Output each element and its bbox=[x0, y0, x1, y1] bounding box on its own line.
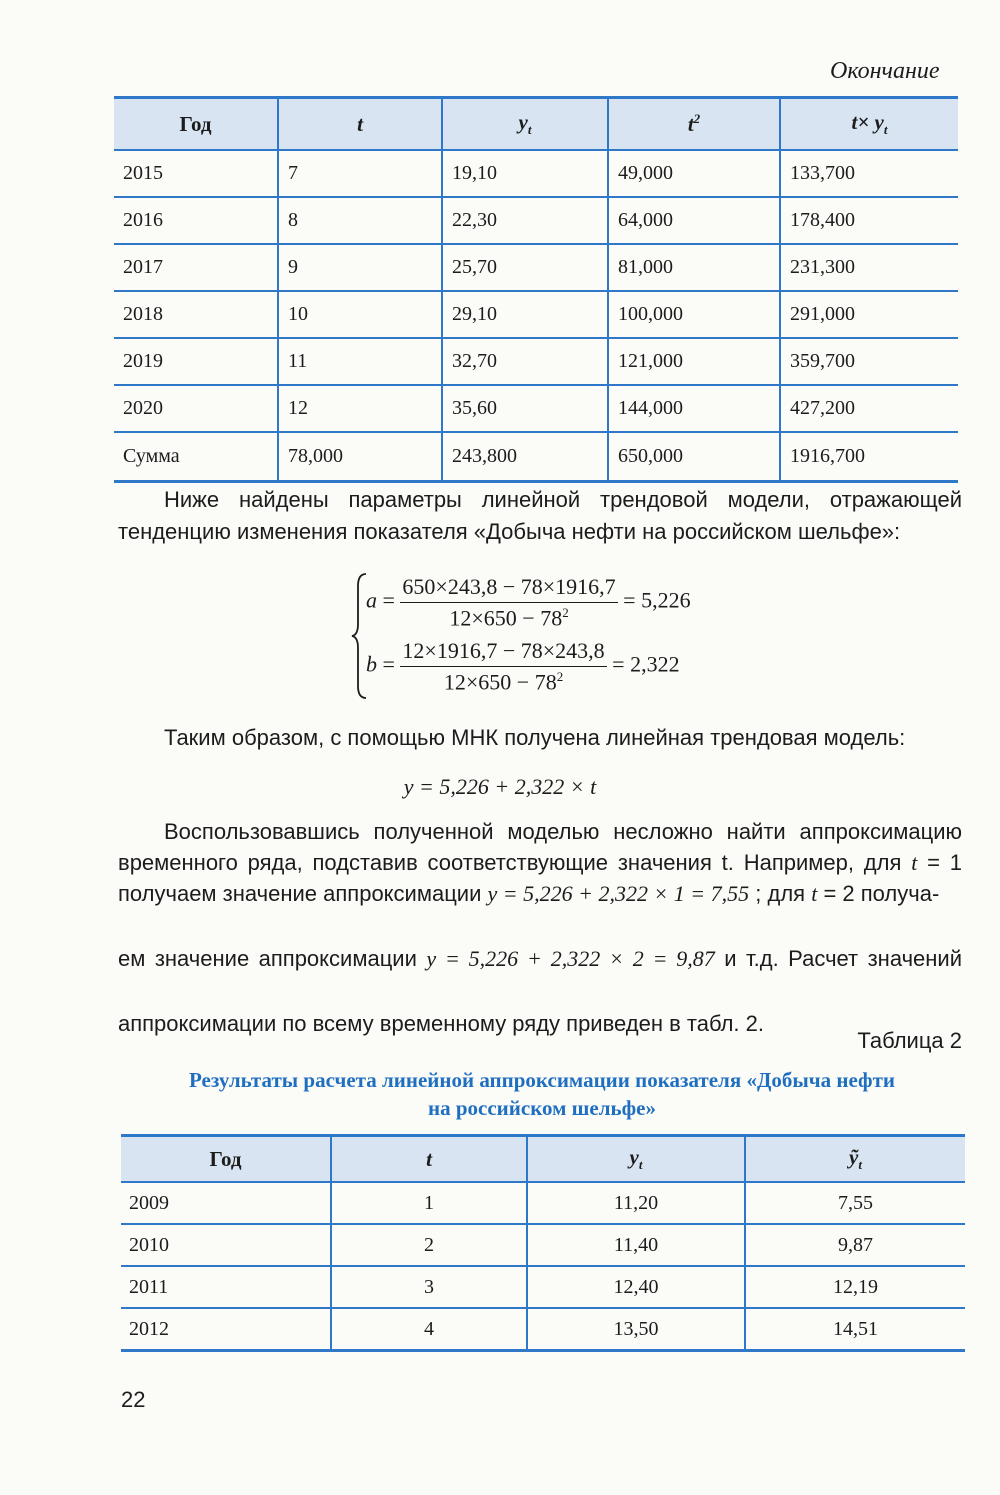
variable-t: t bbox=[811, 881, 818, 906]
table-cell: 133,700 bbox=[780, 150, 958, 197]
header-superscript: 2 bbox=[693, 111, 701, 126]
table-cell: 359,700 bbox=[780, 338, 958, 385]
table-cell: 32,70 bbox=[442, 338, 608, 385]
header-label: y bbox=[629, 1144, 639, 1169]
data-table-2 bbox=[121, 1134, 965, 1352]
header-label: t bbox=[357, 111, 363, 136]
header-label: y bbox=[518, 109, 528, 134]
text-fragment: ем значение аппроксимации bbox=[118, 946, 427, 971]
table-cell: 35,60 bbox=[442, 385, 608, 432]
table-cell: 178,400 bbox=[780, 197, 958, 244]
table-cell: 12,40 bbox=[527, 1266, 745, 1308]
denominator-b-text: 12×650 − 78 bbox=[443, 669, 557, 695]
table-cell: 650,000 bbox=[608, 432, 780, 482]
table-cell: 9,87 bbox=[745, 1224, 965, 1266]
table-cell: 291,000 bbox=[780, 291, 958, 338]
table-row bbox=[114, 432, 958, 482]
table-cell: 427,200 bbox=[780, 385, 958, 432]
paragraph-model bbox=[118, 722, 962, 754]
text-fragment: = 1 получаем значение аппроксимации bbox=[118, 850, 963, 906]
denominator-a bbox=[400, 603, 617, 631]
table-cell: 2009 bbox=[121, 1182, 331, 1224]
paragraph-text: Ниже найдены параметры линейной трендовой модели, отражающей тенденцию изменения показателя «Добыча нефти на российском шельфе»: bbox=[118, 487, 962, 544]
table-cell: 81,000 bbox=[608, 244, 780, 291]
text-fragment: = 2 получа- bbox=[817, 881, 940, 906]
header-cell bbox=[278, 98, 442, 151]
table-row bbox=[121, 1266, 965, 1308]
paragraph-line bbox=[118, 943, 962, 974]
table-label: Таблица 2 bbox=[857, 1028, 962, 1053]
header-label: Год bbox=[179, 111, 212, 136]
table-cell: 2012 bbox=[121, 1308, 331, 1351]
header-label: t× y bbox=[851, 109, 884, 134]
variable-a: a bbox=[366, 587, 377, 613]
table-header-row bbox=[114, 98, 958, 151]
table-cell: 78,000 bbox=[278, 432, 442, 482]
paragraph-text bbox=[118, 816, 962, 909]
table-cell: 2010 bbox=[121, 1224, 331, 1266]
table-title bbox=[120, 1066, 964, 1122]
fraction-b bbox=[400, 638, 606, 695]
table-cell: 2018 bbox=[114, 291, 278, 338]
variable-t: t bbox=[911, 850, 918, 875]
table-cell: 4 bbox=[331, 1308, 527, 1351]
table-cell: 100,000 bbox=[608, 291, 780, 338]
table-cell: 231,300 bbox=[780, 244, 958, 291]
table-row bbox=[114, 385, 958, 432]
table-cell: 12,19 bbox=[745, 1266, 965, 1308]
header-cell bbox=[121, 1136, 331, 1183]
table-cell: 7,55 bbox=[745, 1182, 965, 1224]
formula-inline-1: y = 5,226 + 2,322 × 1 = 7,55 bbox=[487, 881, 750, 906]
table-cell: 7 bbox=[278, 150, 442, 197]
header-label: Год bbox=[209, 1146, 242, 1171]
header-subscript: t bbox=[883, 122, 888, 138]
header-cell bbox=[780, 98, 958, 151]
table-cell: 11 bbox=[278, 338, 442, 385]
table-row bbox=[114, 244, 958, 291]
table-cell: 49,000 bbox=[608, 150, 780, 197]
numerator-a: 650×243,8 − 78×1916,7 bbox=[400, 574, 617, 603]
table-cell: 11,20 bbox=[527, 1182, 745, 1224]
paragraph-line: аппроксимации по всему временному ряду приведен в табл. 2. bbox=[118, 1011, 765, 1036]
table-cell: 1916,700 bbox=[780, 432, 958, 482]
exponent: 2 bbox=[556, 669, 564, 684]
page-number: 22 bbox=[121, 1387, 146, 1412]
table-cell: 10 bbox=[278, 291, 442, 338]
table-cell: 2016 bbox=[114, 197, 278, 244]
table-cell: 11,40 bbox=[527, 1224, 745, 1266]
table-cell: 2011 bbox=[121, 1266, 331, 1308]
table-cell: 22,30 bbox=[442, 197, 608, 244]
table-cell: 1 bbox=[331, 1182, 527, 1224]
fraction-a bbox=[400, 574, 617, 631]
result-a: = 5,226 bbox=[623, 587, 691, 613]
header-cell bbox=[608, 98, 780, 151]
table-cell: 3 bbox=[331, 1266, 527, 1308]
denominator-b bbox=[400, 667, 606, 695]
equation-a: a = $\frac{650\times 243,8 - 78\times 1916,7}{12\times 650 - 78^2}$ = 5,226 bbox=[366, 574, 691, 631]
header-subscript: t bbox=[527, 122, 532, 138]
header-cell bbox=[442, 98, 608, 151]
table-row bbox=[114, 291, 958, 338]
header-label: t bbox=[426, 1146, 432, 1171]
header-cell bbox=[527, 1136, 745, 1183]
table-cell: 19,10 bbox=[442, 150, 608, 197]
table-cell: 29,10 bbox=[442, 291, 608, 338]
table-title-line: Результаты расчета линейной аппроксимации показателя «Добыча нефти bbox=[188, 1068, 895, 1092]
model-formula: y = 5,226 + 2,322 × t bbox=[403, 774, 597, 799]
header-label: ỹ bbox=[849, 1144, 859, 1169]
header-subscript: t bbox=[638, 1157, 643, 1173]
header-cell bbox=[114, 98, 278, 151]
table-cell: 121,000 bbox=[608, 338, 780, 385]
table-cell: 14,51 bbox=[745, 1308, 965, 1351]
header-cell bbox=[331, 1136, 527, 1183]
paragraph-intro bbox=[118, 484, 962, 548]
table-row bbox=[114, 150, 958, 197]
denominator-a-text: 12×650 − 78 bbox=[449, 605, 563, 631]
table-cell: 25,70 bbox=[442, 244, 608, 291]
table-cell: 144,000 bbox=[608, 385, 780, 432]
table-cell: 64,000 bbox=[608, 197, 780, 244]
equation-system bbox=[350, 572, 750, 702]
formula-inline-2: y = 5,226 + 2,322 × 2 = 9,87 bbox=[426, 946, 715, 971]
table-row bbox=[121, 1308, 965, 1351]
header-cell bbox=[745, 1136, 965, 1183]
table-cell: Сумма bbox=[114, 432, 278, 482]
table-cell: 2 bbox=[331, 1224, 527, 1266]
table-title-line: на российском шельфе» bbox=[428, 1096, 656, 1120]
table-row bbox=[114, 338, 958, 385]
table-cell: 2020 bbox=[114, 385, 278, 432]
paragraph-approximation bbox=[118, 816, 962, 1039]
header-subscript: t bbox=[858, 1157, 862, 1173]
table-cell: 13,50 bbox=[527, 1308, 745, 1351]
table-cell: 12 bbox=[278, 385, 442, 432]
table-cell: 2017 bbox=[114, 244, 278, 291]
table-row bbox=[114, 197, 958, 244]
numerator-b: 12×1916,7 − 78×243,8 bbox=[400, 638, 606, 667]
table-cell: 9 bbox=[278, 244, 442, 291]
variable-b: b bbox=[366, 651, 377, 677]
table-header-row bbox=[121, 1136, 965, 1183]
table-cell: 8 bbox=[278, 197, 442, 244]
text-fragment: Воспользовавшись полученной моделью несложно найти аппроксимацию временного ряда, подставив соответствующие значения t. Например, для bbox=[118, 819, 962, 875]
result-b: = 2,322 bbox=[612, 651, 680, 677]
table-cell: 2015 bbox=[114, 150, 278, 197]
table-row bbox=[121, 1182, 965, 1224]
paragraph-text: Таким образом, с помощью МНК получена линейная трендовая модель: bbox=[164, 725, 906, 750]
header-label: t bbox=[687, 112, 694, 136]
text-fragment: ; для bbox=[749, 881, 812, 906]
table-cell: 2019 bbox=[114, 338, 278, 385]
continuation-label: Окончание bbox=[830, 58, 940, 84]
text-fragment: и т.д. Расчет значений bbox=[714, 946, 962, 971]
table-row bbox=[121, 1224, 965, 1266]
data-table-1 bbox=[114, 96, 958, 483]
exponent: 2 bbox=[562, 605, 569, 620]
table-cell: 243,800 bbox=[442, 432, 608, 482]
equation-b: b = $\frac{12\times 1916,7 - 78\times 243,8}{12\times 650 - 78^2}$ = 2,322 bbox=[366, 638, 680, 695]
